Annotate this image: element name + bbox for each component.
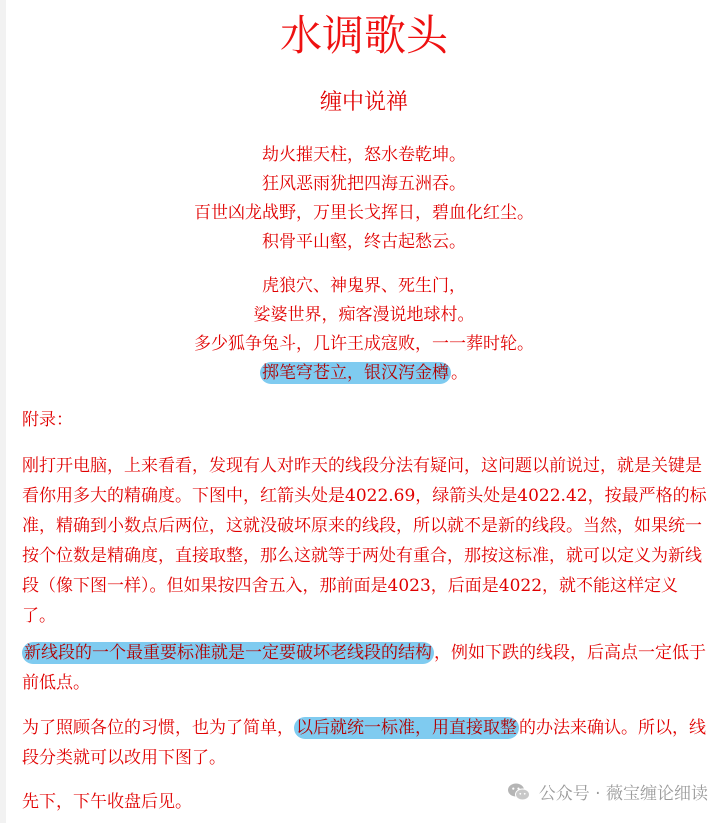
watermark <box>507 779 708 804</box>
watermark-text: 公众号 · 薇宝缠论细读 <box>538 784 708 804</box>
poem-author: 缠中说禅 <box>319 90 408 115</box>
paragraph-text: ，例如下跌的线段，后高点一定低于前低点。 <box>22 643 706 693</box>
poem-line: 虎狼穴、神鬼界、死生门， <box>262 276 466 296</box>
paragraph-1: 刚打开电脑，上来看看，发现有人对昨天的线段分法有疑问，这问题以前说过，就是关键是看你用多大的精确度。下图中，红箭头处是4022.69，绿箭头处是4022.42，按最严格的标准，精确到小数点后两位，这就没破坏原来的线段，所以就不是新的线段。当然，如果统一按个位数是精确度，直接取整，那么这就等于两处有重合，那按这标准，就可以定义为新线段（像下图一样）。但如果按四舍五入，那前面是4023，后面是4022，就不能这样定义了。 <box>22 456 707 626</box>
poem-title: 水调歌头 <box>279 11 448 60</box>
poem-line: 多少狐争兔斗，几许王成寇败，一一葬时轮。 <box>194 334 534 354</box>
poem-stanza-1 <box>0 141 728 257</box>
paragraph-4: 先下，下午收盘后见。 <box>22 792 192 812</box>
paragraph-text: 的办法来确认。所以，线段分类就可以改用下图了。 <box>22 718 706 768</box>
poem-stanza-2 <box>0 272 728 388</box>
poem-line: 娑婆世界，痴客漫说地球村。 <box>253 305 475 325</box>
paragraph-2 <box>22 638 712 698</box>
paragraph-3 <box>22 713 712 773</box>
poem-line: 劫火摧天柱，怒水卷乾坤。 <box>262 145 466 165</box>
highlighted-text: 以后就统一标准，用直接取整 <box>296 718 517 738</box>
poem-line: 积骨平山壑，终古起愁云。 <box>262 232 466 252</box>
poem-line: 百世凶龙战野，万里长戈挥日，碧血化红尘。 <box>194 203 534 223</box>
line-end-punctuation: 。 <box>451 363 468 383</box>
poem-line: 狂风恶雨犹把四海五洲吞。 <box>262 174 466 194</box>
paragraph-text: 为了照顾各位的习惯，也为了简单， <box>22 718 294 738</box>
wechat-icon <box>507 781 531 803</box>
appendix-label: 附录： <box>22 410 73 430</box>
highlighted-text: 新线段的一个最重要标准就是一定要破坏老线段的结构 <box>24 643 432 663</box>
highlighted-text: 掷笔穹苍立，银汉泻金樽 <box>262 363 449 383</box>
poem-last-line <box>0 359 728 388</box>
left-margin-bar <box>0 0 6 823</box>
